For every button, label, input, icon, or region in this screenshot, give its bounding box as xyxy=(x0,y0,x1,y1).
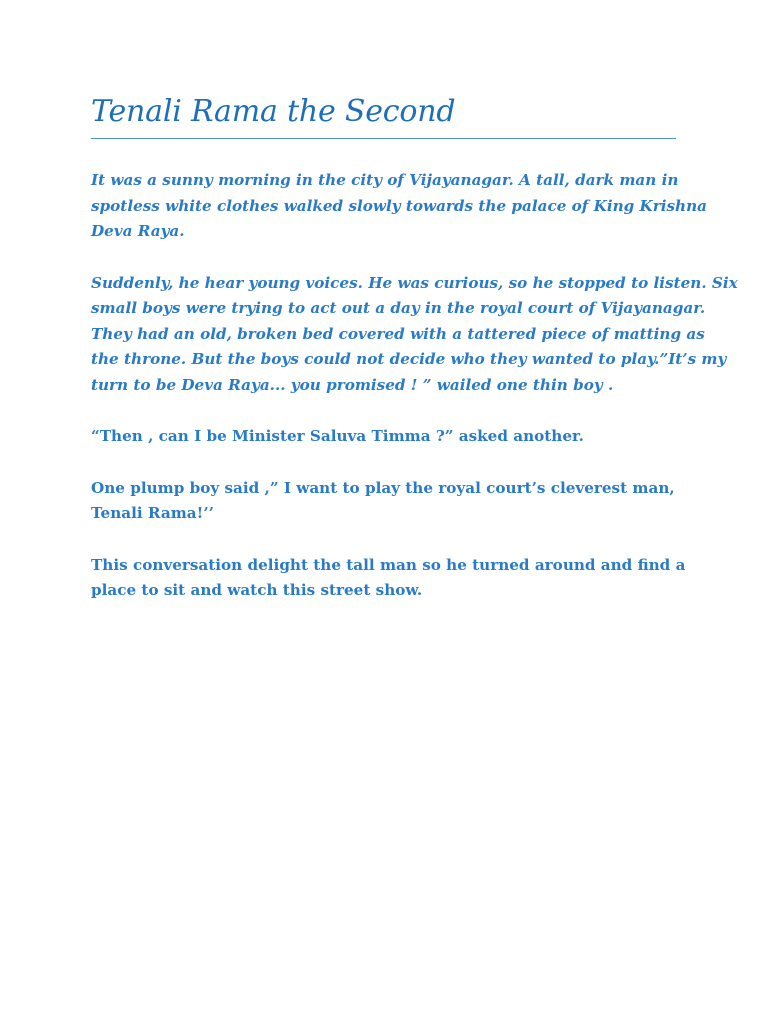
paragraph-5 xyxy=(91,553,691,604)
title-underline-rule xyxy=(91,138,676,139)
paragraph-4 xyxy=(91,476,691,527)
paragraph-line: place to sit and watch this street show. xyxy=(91,581,423,599)
document-body xyxy=(91,168,738,630)
document-title: Tenali Rama the Second xyxy=(91,94,456,129)
paragraph-line: turn to be Deva Raya... you promised ! ” wailed one thin boy . xyxy=(91,375,614,394)
paragraph-line: the throne. But the boys could not decide who they wanted to play.”It’s my xyxy=(91,350,727,368)
paragraph-1 xyxy=(91,168,707,245)
paragraph-line: This conversation delight the tall man so he turned around and find a xyxy=(91,555,686,574)
paragraph-3 xyxy=(91,424,691,450)
paragraph-line: One plump boy said ,” I want to play the royal court’s cleverest man, xyxy=(91,478,675,497)
paragraph-line: Deva Raya. xyxy=(91,222,185,240)
paragraph-line: It was a sunny morning in the city of Vijayanagar. A tall, dark man in xyxy=(91,171,679,189)
paragraph-line: spotless white clothes walked slowly towards the palace of King Krishna xyxy=(91,196,707,215)
paragraph-line: “Then , can I be Minister Saluva Timma ?” asked another. xyxy=(91,427,584,445)
paragraph-line: Suddenly, he hear young voices. He was curious, so he stopped to listen. Six xyxy=(91,273,738,292)
paragraph-line: Tenali Rama!’’ xyxy=(91,504,214,522)
paragraph-2 xyxy=(91,271,738,399)
paragraph-line: They had an old, broken bed covered with a tattered piece of matting as xyxy=(91,324,705,343)
paragraph-line: small boys were trying to act out a day in the royal court of Vijayanagar. xyxy=(91,299,706,317)
